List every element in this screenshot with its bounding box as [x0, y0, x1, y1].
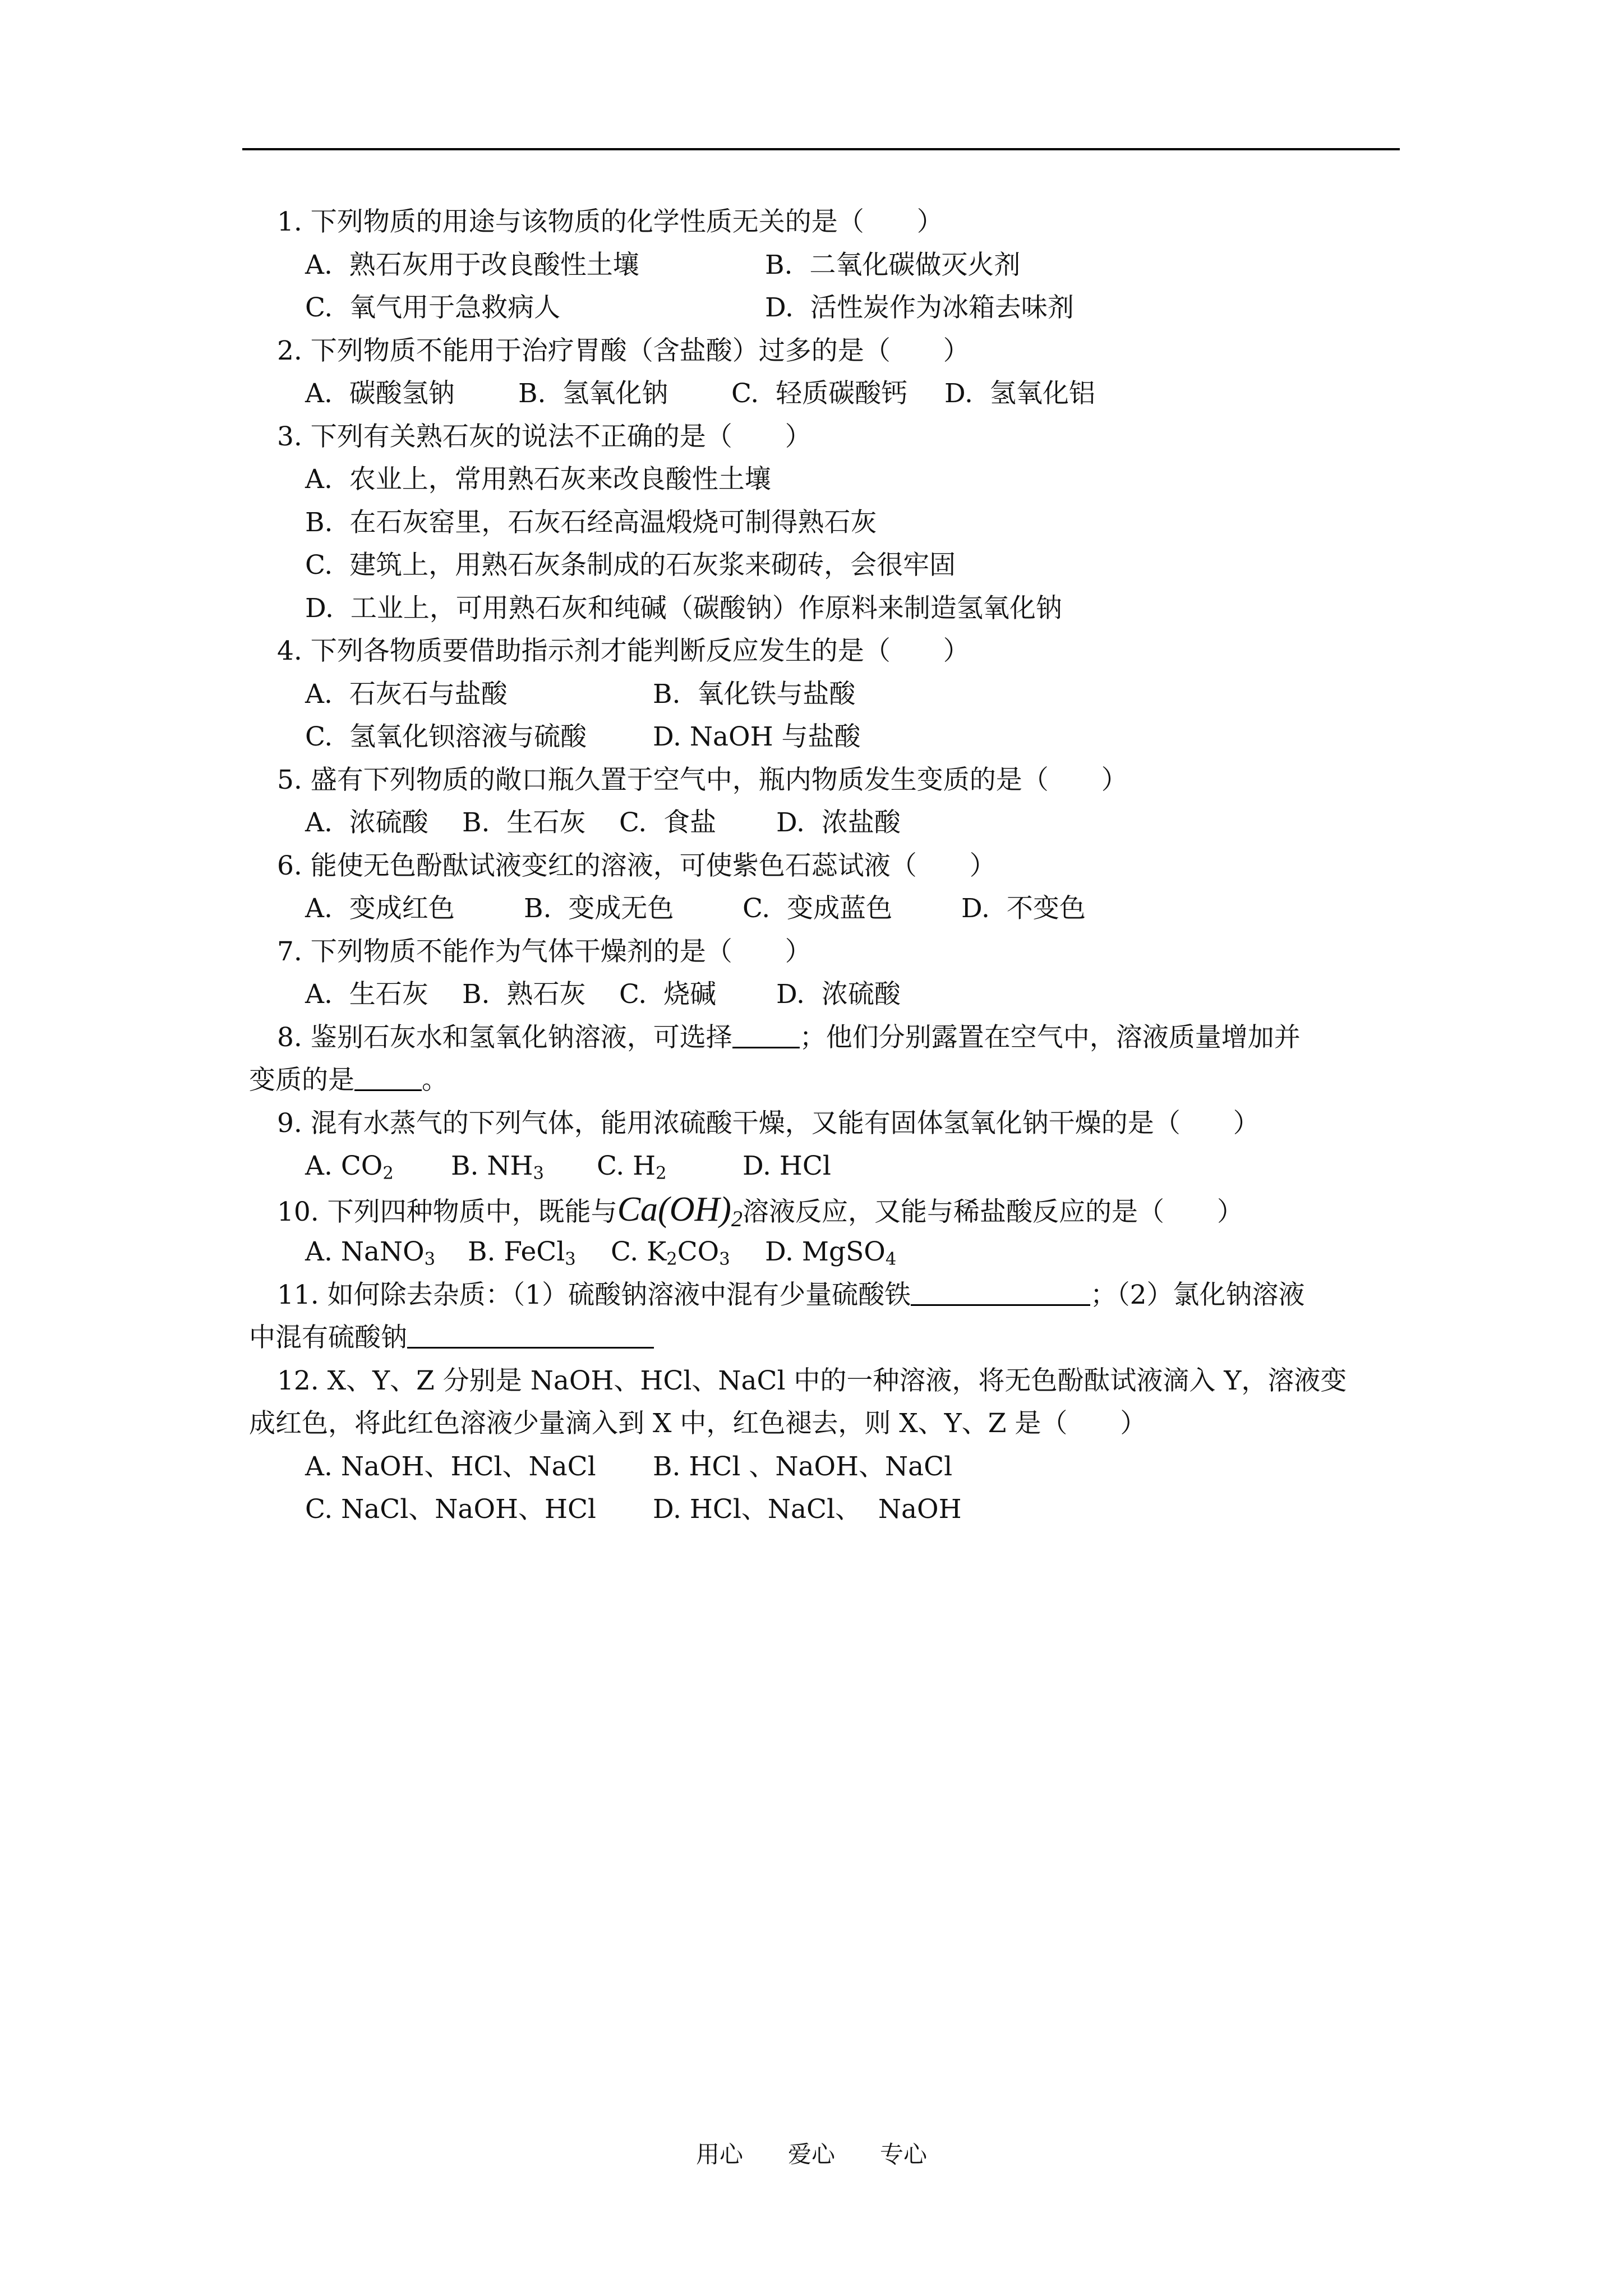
- option-c[interactable]: C. 变成蓝色: [743, 893, 893, 924]
- subscript: 2: [656, 1163, 667, 1184]
- option-d[interactable]: [743, 1145, 888, 1188]
- option-b[interactable]: B. 熟石灰: [462, 979, 586, 1010]
- option-d[interactable]: D. 氢氧化铝: [944, 378, 1095, 409]
- option-a[interactable]: A. 浓硫酸: [305, 807, 428, 838]
- subscript: 3: [533, 1163, 544, 1184]
- question-5-stem: 5. 盛有下列物质的敞口瓶久置于空气中，瓶内物质发生变质的是（ ）: [277, 764, 1128, 795]
- option-c[interactable]: [597, 1145, 743, 1188]
- question-8-text-a: 8. 鉴别石灰水和氢氧化钠溶液，可选择: [277, 1022, 732, 1053]
- option-text: A. CO: [305, 1151, 383, 1181]
- question-8-text-b: ；他们分别露置在空气中，溶液质量增加并: [799, 1022, 1301, 1053]
- option-b[interactable]: B. 氧化铁与盐酸: [653, 678, 856, 710]
- option-d[interactable]: D. 活性炭作为冰箱去味剂: [765, 292, 1074, 323]
- question-11-stem: [249, 1274, 1400, 1317]
- option-d[interactable]: D. 不变色: [961, 893, 1086, 924]
- question-1-options-row1: [249, 244, 1400, 287]
- option-text: A. NaNO: [305, 1236, 425, 1267]
- question-11-text-b: ；（2）氯化钠溶液: [1090, 1279, 1305, 1310]
- question-10-text-a: 10. 下列四种物质中，既能与: [277, 1196, 617, 1227]
- answer-blank[interactable]: [407, 1321, 654, 1349]
- option-text: C. K: [611, 1236, 667, 1267]
- option-c[interactable]: C. 烧碱: [619, 979, 717, 1010]
- question-8-text-c: 变质的是: [249, 1065, 354, 1096]
- option-a[interactable]: [305, 1231, 468, 1274]
- option-a[interactable]: [305, 1145, 451, 1188]
- question-11-text-a: 11. 如何除去杂质：（1）硫酸钠溶液中混有少量硫酸铁: [277, 1279, 911, 1310]
- question-12-options-row2: [249, 1488, 1400, 1531]
- question-8-text-d: 。: [422, 1065, 448, 1096]
- option-c[interactable]: C. 食盐: [619, 807, 717, 838]
- formula-caoh2: [617, 1190, 743, 1231]
- question-8-stem: [249, 1016, 1400, 1060]
- option-b[interactable]: [468, 1231, 611, 1274]
- header-rule: [242, 148, 1400, 150]
- option-d[interactable]: D. HCl、NaCl、 NaOH: [653, 1494, 962, 1525]
- answer-blank[interactable]: [354, 1064, 422, 1091]
- question-10-text-b: 溶液反应，又能与稀盐酸反应的是（ ）: [743, 1196, 1244, 1227]
- subscript: 2: [382, 1163, 394, 1184]
- subscript: 4: [885, 1249, 897, 1269]
- question-list: [249, 201, 1400, 1531]
- question-8-continuation: [249, 1059, 1400, 1102]
- option-text: D. HCl: [743, 1151, 831, 1181]
- question-6-stem: 6. 能使无色酚酞试液变红的溶液，可使紫色石蕊试液（ ）: [277, 850, 996, 881]
- option-d[interactable]: D. 浓硫酸: [776, 979, 901, 1010]
- option-b[interactable]: B. 生石灰: [462, 807, 586, 838]
- question-11-continuation: [249, 1317, 1400, 1360]
- option-d[interactable]: [765, 1231, 896, 1274]
- option-c[interactable]: C. 氢氧化钡溶液与硫酸: [305, 721, 587, 752]
- question-10-options: [249, 1231, 1400, 1274]
- option-c[interactable]: C. 建筑上，用熟石灰条制成的石灰浆来砌砖，会很牢固: [305, 550, 956, 581]
- option-text: B. NH: [451, 1151, 533, 1181]
- question-12-continuation: 成红色，将此红色溶液少量滴入到 X 中，红色褪去，则 X、Y、Z 是（ ）: [249, 1408, 1147, 1439]
- option-d[interactable]: D. NaOH 与盐酸: [653, 721, 861, 752]
- option-b[interactable]: B. 氢氧化钠: [518, 378, 668, 409]
- question-9-options: [249, 1145, 1400, 1188]
- option-a[interactable]: A. 熟石灰用于改良酸性土壤: [305, 249, 639, 280]
- question-7-stem: 7. 下列物质不能作为气体干燥剂的是（ ）: [277, 936, 811, 967]
- question-2-stem: 2. 下列物质不能用于治疗胃酸（含盐酸）过多的是（ ）: [277, 335, 970, 366]
- subscript: 3: [565, 1249, 576, 1269]
- question-3-stem: 3. 下列有关熟石灰的说法不正确的是（ ）: [277, 421, 811, 452]
- option-c[interactable]: C. 轻质碳酸钙: [731, 378, 908, 409]
- option-a[interactable]: A. 生石灰: [305, 979, 428, 1010]
- option-text: CO: [677, 1236, 720, 1267]
- question-7-options: [249, 973, 1400, 1016]
- question-4-options-row2: [249, 716, 1400, 759]
- option-b[interactable]: B. HCl 、NaOH、NaCl: [653, 1451, 953, 1482]
- option-text: C. H: [597, 1151, 656, 1181]
- option-b[interactable]: [451, 1145, 597, 1188]
- question-10-stem: [249, 1188, 1400, 1231]
- question-1-stem: 1. 下列物质的用途与该物质的化学性质无关的是（ ）: [277, 206, 943, 237]
- subscript: 3: [719, 1249, 730, 1269]
- option-d[interactable]: D. 工业上，可用熟石灰和纯碱（碳酸钠）作原料来制造氢氧化钠: [305, 592, 1062, 624]
- option-a[interactable]: A. 变成红色: [305, 893, 455, 924]
- question-6-options: [249, 887, 1400, 931]
- footer-text: 专心: [880, 2141, 928, 2168]
- option-c[interactable]: C. 氧气用于急救病人: [305, 292, 561, 323]
- formula-subscript: 2: [731, 1205, 743, 1231]
- footer-text: 用心: [695, 2141, 743, 2168]
- page-footer: [0, 2136, 1623, 2170]
- question-4-options-row1: [249, 673, 1400, 716]
- question-12-stem: 12. X、Y、Z 分别是 NaOH、HCl、NaCl 中的一种溶液，将无色酚酞试液滴入 Y，溶液变: [277, 1365, 1347, 1396]
- subscript: 2: [666, 1249, 677, 1269]
- option-a[interactable]: A. 碳酸氢钠: [305, 378, 455, 409]
- footer-text: 爱心: [787, 2141, 835, 2168]
- option-b[interactable]: B. 变成无色: [524, 893, 674, 924]
- option-text: D. MgSO: [765, 1236, 886, 1267]
- question-11-text-c: 中混有硫酸钠: [249, 1322, 407, 1353]
- option-c[interactable]: C. NaCl、NaOH、HCl: [305, 1494, 596, 1525]
- answer-blank[interactable]: [732, 1021, 800, 1048]
- option-c[interactable]: [611, 1231, 765, 1274]
- question-5-options: [249, 802, 1400, 845]
- question-1-options-row2: [249, 287, 1400, 330]
- question-4-stem: 4. 下列各物质要借助指示剂才能判断反应发生的是（ ）: [277, 636, 970, 666]
- question-9-stem: 9. 混有水蒸气的下列气体，能用浓硫酸干燥，又能有固体氢氧化钠干燥的是（ ）: [277, 1107, 1260, 1139]
- option-b[interactable]: B. 在石灰窑里，石灰石经高温煅烧可制得熟石灰: [305, 507, 877, 538]
- question-12-options-row1: [249, 1446, 1400, 1489]
- option-b[interactable]: B. 二氧化碳做灭火剂: [765, 249, 1021, 280]
- question-2-options: [249, 372, 1400, 416]
- option-a[interactable]: A. 农业上，常用熟石灰来改良酸性土壤: [305, 464, 771, 495]
- formula-text: Ca(OH): [617, 1190, 731, 1228]
- option-text: B. FeCl: [468, 1236, 565, 1267]
- option-a[interactable]: A. 石灰石与盐酸: [305, 678, 508, 710]
- answer-blank[interactable]: [911, 1278, 1090, 1306]
- option-a[interactable]: A. NaOH、HCl、NaCl: [305, 1451, 596, 1482]
- subscript: 3: [424, 1249, 436, 1269]
- option-d[interactable]: D. 浓盐酸: [776, 807, 901, 838]
